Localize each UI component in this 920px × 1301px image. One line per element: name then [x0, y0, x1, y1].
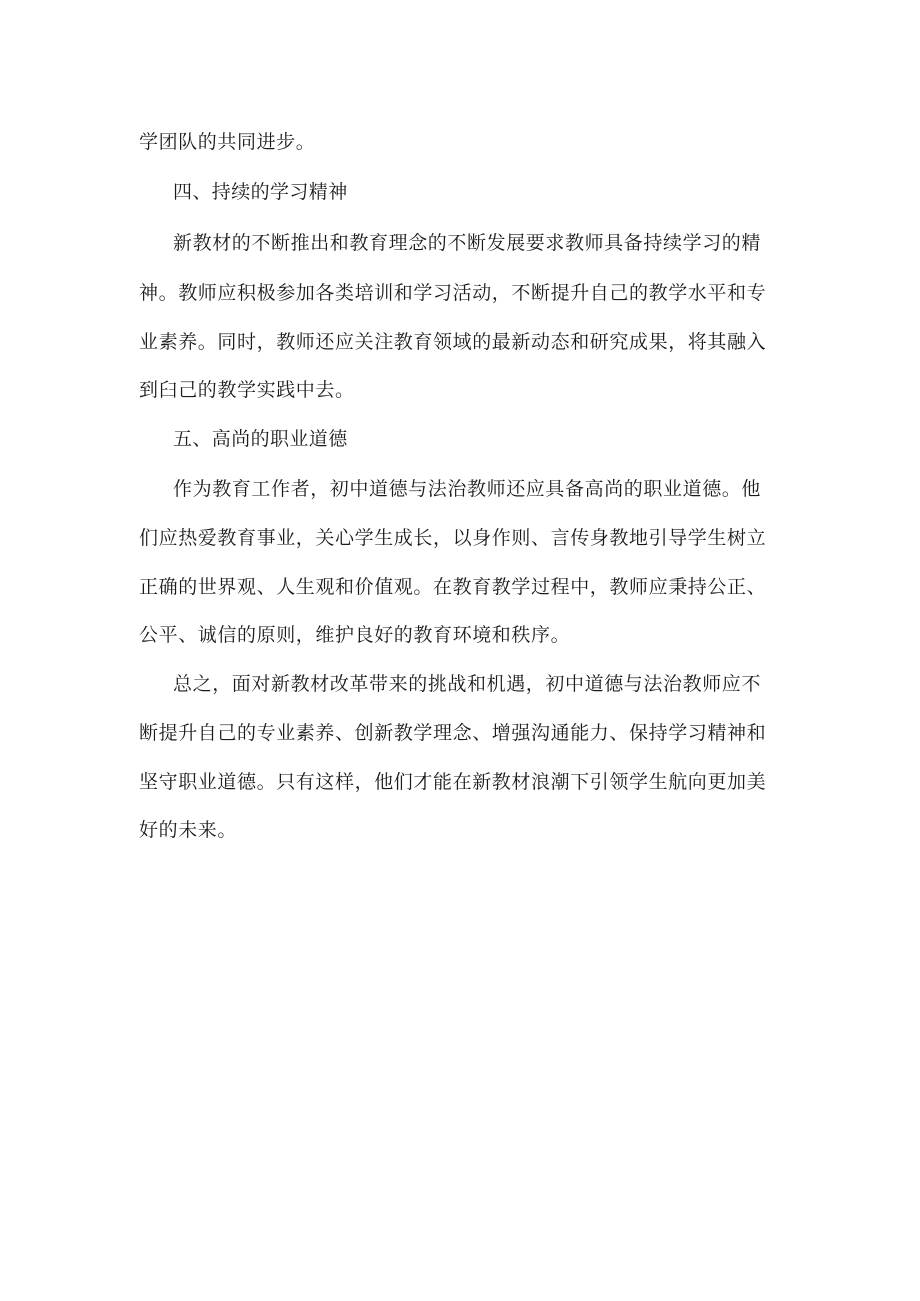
- paragraph-line: 作为教育工作者，初中道德与法治教师还应具备高尚的职业道德。他: [173, 478, 762, 500]
- paragraph-line: 神。教师应积极参加各类培训和学习活动，不断提升自己的教学水平和专: [139, 282, 767, 304]
- section-heading-4: 四、持续的学习精神: [173, 181, 348, 203]
- paragraph-line: 业素养。同时，教师还应关注教育领域的最新动态和研究成果，将其融入: [139, 331, 767, 353]
- paragraph-line: 断提升自己的专业素养、创新教学理念、增强沟通能力、保持学习精神和: [139, 722, 767, 744]
- paragraph-line: 新教材的不断推出和教育理念的不断发展要求教师具备持续学习的精: [173, 232, 762, 254]
- paragraph-line: 学团队的共同进步。: [139, 131, 316, 153]
- paragraph-line: 公平、诚信的原则，维护良好的教育环境和秩序。: [139, 624, 571, 646]
- section-heading-5: 五、高尚的职业道德: [173, 428, 348, 450]
- paragraph-line: 总之，面对新教材改革带来的挑战和机遇，初中道德与法治教师应不: [173, 673, 762, 695]
- paragraph-line: 们应热爱教育事业，关心学生成长，以身作则、言传身教地引导学生树立: [139, 527, 767, 549]
- paragraph-line: 到臼己的教学实践中去。: [139, 379, 355, 401]
- paragraph-line: 好的未来。: [139, 819, 238, 841]
- paragraph-line: 正确的世界观、人生观和价值观。在教育教学过程中，教师应秉持公正、: [139, 576, 767, 598]
- paragraph-line: 坚守职业道德。只有这样，他们才能在新教材浪潮下引领学生航向更加美: [139, 771, 767, 793]
